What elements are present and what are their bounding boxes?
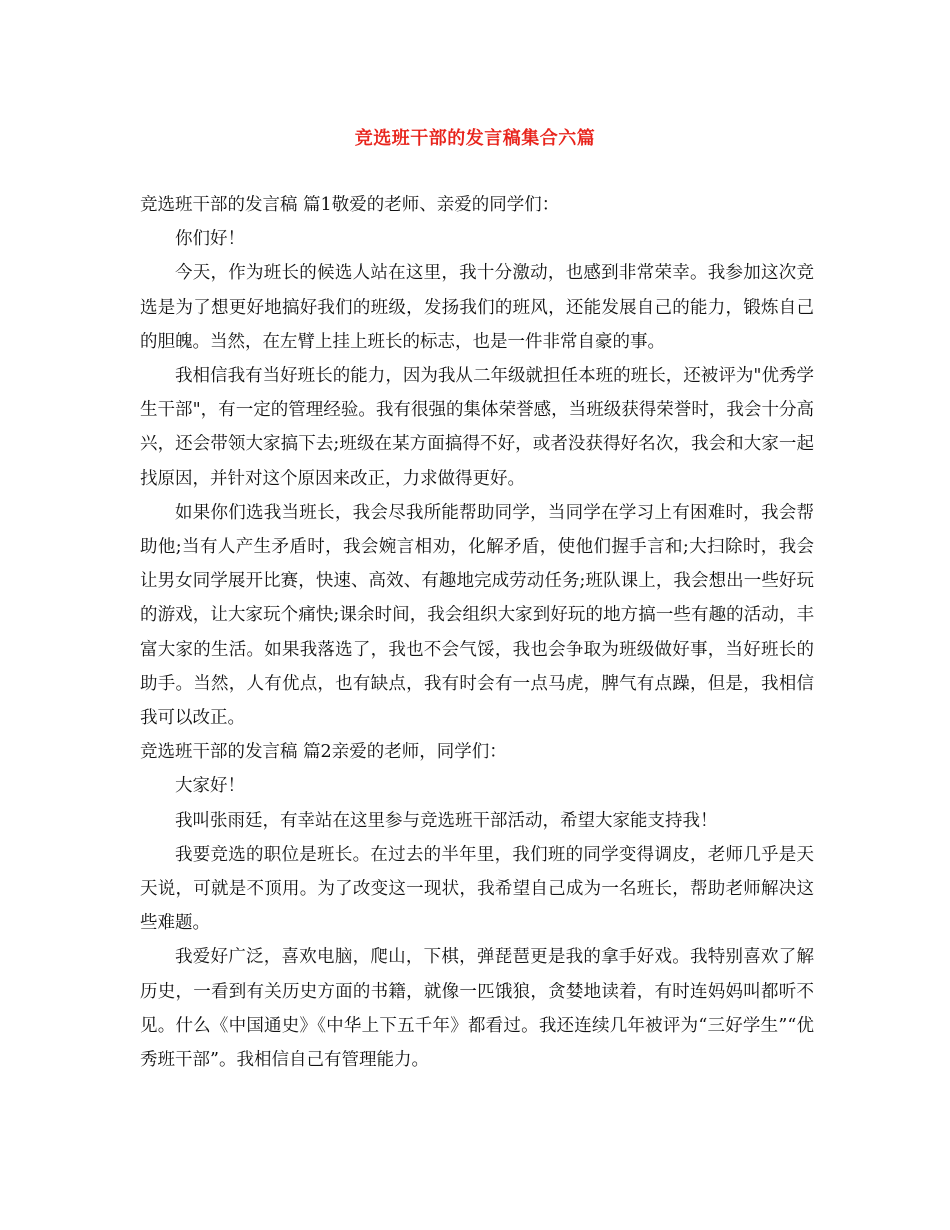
section-heading: 竞选班干部的发言稿 篇1敬爱的老师、亲爱的同学们： — [140, 195, 560, 215]
section-heading: 竞选班干部的发言稿 篇2亲爱的老师，同学们： — [140, 742, 507, 763]
paragraph: 我爱好广泛，喜欢电脑，爬山，下棋，弹琵琶更是我的拿手好戏。我特别喜欢了解历史，一看到有关历史方面的书籍，就像一匹饿狼，贪婪地读着，有时连妈妈叫都听不见。什么《中国通史》《中华上下五千年》都看过。我还连续几年被评为“三好学生”“优秀班干部”。我相信自己有管理能力。 — [140, 947, 814, 1071]
paragraph: 你们好！ — [175, 229, 245, 250]
paragraph: 我相信我有当好班长的能力，因为我从二年级就担任本班的班长，还被评为"优秀学生干部"，有一定的管理经验。我有很强的集体荣誉感，当班级获得荣誉时，我会十分高兴，还会带领大家搞下去;班级在某方面搞得不好，或者没获得好名次，我会和大家一起找原因，并针对这个原因来改正，力求做得更好。 — [140, 366, 814, 489]
document-title: 竞选班干部的发言稿集合六篇 — [354, 128, 596, 149]
paragraph: 我要竞选的职位是班长。在过去的半年里，我们班的同学变得调皮，老师几乎是天天说，可就是不顶用。为了改变这一现状，我希望自己成为一名班长，帮助老师解决这些难题。 — [140, 844, 814, 934]
document-body — [140, 188, 814, 1077]
paragraph: 我叫张雨廷，有幸站在这里参与竞选班干部活动，希望大家能支持我！ — [175, 810, 718, 831]
paragraph: 如果你们选我当班长，我会尽我所能帮助同学，当同学在学习上有困难时，我会帮助他;当有人产生矛盾时，我会婉言相劝，化解矛盾，使他们握手言和;大扫除时，我会让男女同学展开比赛，快速、高效、有趣地完成劳动任务;班队课上，我会想出一些好玩的游戏，让大家玩个痛快;课余时间，我会组织大家到好玩的地方搞一些有趣的活动，丰富大家的生活。如果我落选了，我也不会气馁，我也会争取为班级做好事，当好班长的助手。当然，人有优点，也有缺点，我有时会有一点马虎，脾气有点躁，但是，我相信我可以改正。 — [140, 502, 814, 729]
paragraph: 今天，作为班长的候选人站在这里，我十分激动，也感到非常荣幸。我参加这次竞选是为了想更好地搞好我们的班级，发扬我们的班风，还能发展自己的能力，锻炼自己的胆魄。当然，在左臂上挂上班长的标志，也是一件非常自豪的事。 — [140, 263, 814, 352]
paragraph: 大家好！ — [175, 776, 245, 797]
